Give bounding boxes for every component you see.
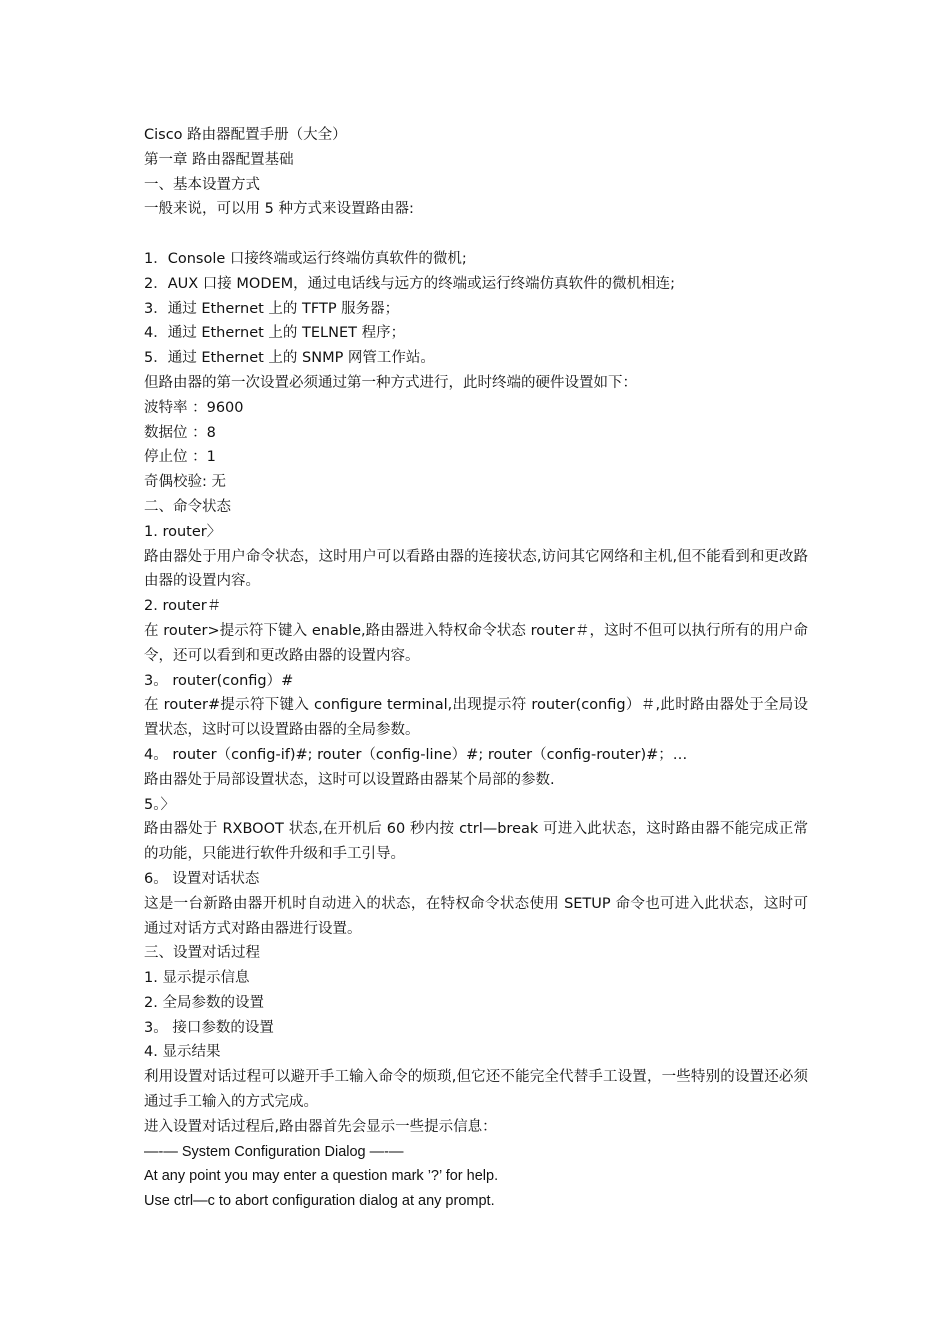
dialog-line: Use ctrl—c to abort configuration dialog at any prompt. (144, 1193, 495, 1210)
state-description: 路由器处于用户命令状态，这时用户可以看路由器的连接状态,访问其它网络和主机,但不能看到和更改路由器的设置内容。 (144, 548, 808, 590)
setting-line: 奇偶校验: 无 (144, 474, 226, 491)
setting-line: 波特率 ：9600 (144, 399, 244, 416)
document-body (144, 123, 808, 1214)
step-item: 3。 接口参数的设置 (144, 1019, 274, 1036)
section-heading: 二、命令状态 (144, 498, 231, 515)
setting-line: 停止位 ：1 (144, 449, 216, 466)
state-title: 5。〉 (144, 796, 175, 813)
state-title: 1. router〉 (144, 523, 222, 540)
state-description: 在 router>提示符下键入 enable,路由器进入特权命令状态 router＃，这时不但可以执行所有的用户命令，还可以看到和更改路由器的设置内容。 (144, 622, 808, 664)
state-title: 2. router＃ (144, 598, 222, 615)
paragraph: 一般来说，可以用 5 种方式来设置路由器: (144, 201, 414, 218)
state-description: 这是一台新路由器开机时自动进入的状态，在特权命令状态使用 SETUP 命令也可进入此状态，这时可通过对话方式对路由器进行设置。 (144, 895, 808, 937)
list-item: 1．Console 口接终端或运行终端仿真软件的微机; (144, 250, 467, 267)
section-heading: 一、基本设置方式 (144, 176, 260, 193)
setting-line: 数据位 ：8 (144, 424, 216, 441)
paragraph: 利用设置对话过程可以避开手工输入命令的烦琐,但它还不能完全代替手工设置，一些特别的设置还必须通过手工输入的方式完成。 (144, 1069, 808, 1111)
state-description: 路由器处于 RXBOOT 状态,在开机后 60 秒内按 ctrl—break 可进入此状态，这时路由器不能完成正常的功能，只能进行软件升级和手工引导。 (144, 821, 808, 863)
step-item: 1. 显示提示信息 (144, 970, 250, 987)
dialog-line: —-— System Configuration Dialog —-— (144, 1143, 404, 1160)
step-item: 4. 显示结果 (144, 1044, 221, 1061)
document-title: Cisco 路由器配置手册（大全） (144, 127, 347, 143)
list-item: 4．通过 Ethernet 上的 TELNET 程序； (144, 325, 406, 342)
section-heading: 三、设置对话过程 (144, 945, 260, 962)
state-title: 3。 router(config）# (144, 672, 294, 689)
list-item: 2．AUX 口接 MODEM，通过电话线与远方的终端或运行终端仿真软件的微机相连; (144, 275, 676, 292)
state-description: 在 router#提示符下键入 configure terminal,出现提示符 router(config）＃,此时路由器处于全局设置状态，这时可以设置路由器的全局参数。 (144, 697, 808, 739)
list-item: 3．通过 Ethernet 上的 TFTP 服务器； (144, 300, 400, 317)
chapter-heading: 第一章 路由器配置基础 (144, 151, 294, 168)
paragraph: 进入设置对话过程后,路由器首先会显示一些提示信息： (144, 1118, 497, 1135)
step-item: 2. 全局参数的设置 (144, 994, 264, 1011)
dialog-line: At any point you may enter a question mark ’?’ for help. (144, 1168, 499, 1185)
paragraph: 但路由器的第一次设置必须通过第一种方式进行，此时终端的硬件设置如下： (144, 374, 637, 391)
state-title: 6。 设置对话状态 (144, 870, 260, 887)
blank-line (144, 222, 808, 247)
list-item: 5．通过 Ethernet 上的 SNMP 网管工作站。 (144, 350, 435, 367)
state-title: 4。 router（config-if)#; router（config-line）#; router（config-router)#；… (144, 746, 688, 763)
state-description: 路由器处于局部设置状态，这时可以设置路由器某个局部的参数. (144, 771, 555, 788)
